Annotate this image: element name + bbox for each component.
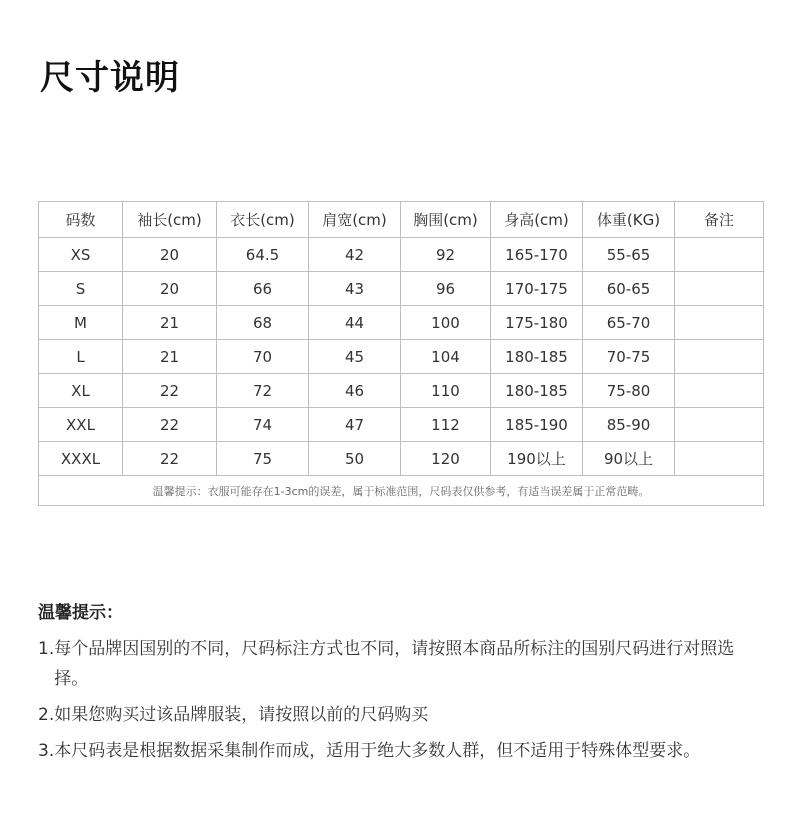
- table-cell: [675, 306, 764, 340]
- table-cell: 20: [123, 238, 217, 272]
- table-cell: 112: [401, 408, 491, 442]
- table-cell: 92: [401, 238, 491, 272]
- table-cell: 165-170: [491, 238, 583, 272]
- table-cell: XL: [39, 374, 123, 408]
- table-cell: 175-180: [491, 306, 583, 340]
- table-row: [39, 306, 764, 340]
- table-cell: 170-175: [491, 272, 583, 306]
- table-cell: [675, 238, 764, 272]
- table-cell: 75-80: [583, 374, 675, 408]
- table-header-row: [39, 202, 764, 238]
- list-item: [38, 700, 758, 730]
- list-item: [38, 634, 758, 694]
- table-cell: 21: [123, 306, 217, 340]
- table-row: [39, 340, 764, 374]
- table-cell: M: [39, 306, 123, 340]
- table-cell: 85-90: [583, 408, 675, 442]
- table-cell: 96: [401, 272, 491, 306]
- table-row: [39, 272, 764, 306]
- table-cell: 22: [123, 408, 217, 442]
- list-item-number: 1.: [38, 639, 55, 659]
- table-cell: 70-75: [583, 340, 675, 374]
- table-cell: [675, 340, 764, 374]
- header-weight: 体重(KG): [583, 202, 675, 238]
- header-sleeve: 袖长(cm): [123, 202, 217, 238]
- table-cell: 47: [309, 408, 401, 442]
- list-item-number: 3.: [38, 741, 55, 761]
- table-row: [39, 238, 764, 272]
- header-size: 码数: [39, 202, 123, 238]
- table-cell: 190以上: [491, 442, 583, 476]
- table-cell: XXL: [39, 408, 123, 442]
- table-cell: 44: [309, 306, 401, 340]
- table-cell: 72: [217, 374, 309, 408]
- list-item-text: 如果您购买过该品牌服装，请按照以前的尺码购买: [54, 705, 429, 725]
- size-table: [38, 201, 764, 506]
- table-cell: L: [39, 340, 123, 374]
- table-cell: 104: [401, 340, 491, 374]
- table-cell: 180-185: [491, 340, 583, 374]
- table-cell: 21: [123, 340, 217, 374]
- table-cell: 68: [217, 306, 309, 340]
- table-cell: 50: [309, 442, 401, 476]
- table-cell: [675, 442, 764, 476]
- table-cell: 185-190: [491, 408, 583, 442]
- table-cell: 45: [309, 340, 401, 374]
- header-remark: 备注: [675, 202, 764, 238]
- table-cell: 110: [401, 374, 491, 408]
- table-cell: [675, 408, 764, 442]
- table-cell: XXXL: [39, 442, 123, 476]
- header-chest: 胸围(cm): [401, 202, 491, 238]
- table-cell: 90以上: [583, 442, 675, 476]
- tips-title: 温馨提示：: [38, 603, 123, 623]
- table-cell: 20: [123, 272, 217, 306]
- table-cell: 22: [123, 374, 217, 408]
- table-cell: 60-65: [583, 272, 675, 306]
- page-title: 尺寸说明: [40, 58, 180, 98]
- table-cell: 22: [123, 442, 217, 476]
- header-shoulder: 肩宽(cm): [309, 202, 401, 238]
- table-cell: 120: [401, 442, 491, 476]
- list-item-text: 每个品牌因国别的不同，尺码标注方式也不同，请按照本商品所标注的国别尺码进行对照选择。: [54, 639, 735, 689]
- header-length: 衣长(cm): [217, 202, 309, 238]
- table-cell: 65-70: [583, 306, 675, 340]
- table-cell: 74: [217, 408, 309, 442]
- table-row: [39, 408, 764, 442]
- table-cell: 66: [217, 272, 309, 306]
- table-row: [39, 374, 764, 408]
- table-cell: 180-185: [491, 374, 583, 408]
- tips-list: [38, 634, 758, 772]
- table-cell: [675, 272, 764, 306]
- list-item-number: 2.: [38, 705, 55, 725]
- list-item: [38, 736, 758, 766]
- table-cell: 42: [309, 238, 401, 272]
- table-cell: 64.5: [217, 238, 309, 272]
- table-note-row: [39, 476, 764, 506]
- table-cell: 100: [401, 306, 491, 340]
- table-cell: 46: [309, 374, 401, 408]
- table-note: 温馨提示：衣服可能存在1-3cm的误差，属于标准范围，尺码表仅供参考，有适当误差属于正常范畴。: [39, 476, 764, 506]
- header-height: 身高(cm): [491, 202, 583, 238]
- table-cell: S: [39, 272, 123, 306]
- table-cell: 75: [217, 442, 309, 476]
- table-cell: [675, 374, 764, 408]
- table-cell: XS: [39, 238, 123, 272]
- table-row: [39, 442, 764, 476]
- table-cell: 70: [217, 340, 309, 374]
- list-item-text: 本尺码表是根据数据采集制作而成，适用于绝大多数人群，但不适用于特殊体型要求。: [54, 741, 701, 761]
- table-cell: 55-65: [583, 238, 675, 272]
- table-cell: 43: [309, 272, 401, 306]
